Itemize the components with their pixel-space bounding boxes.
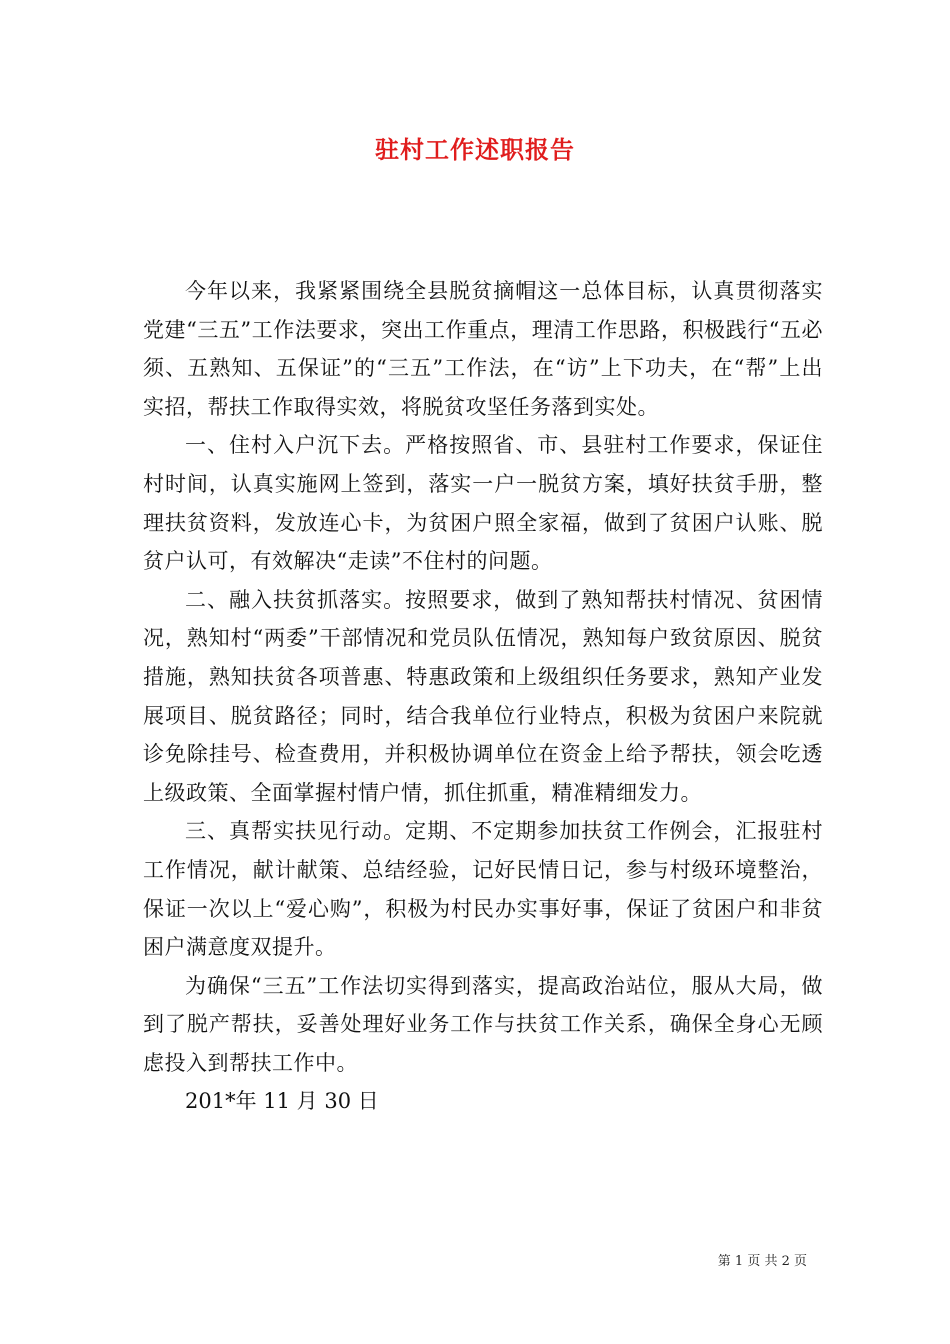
paragraph-section-three: 三、真帮实扶见行动。定期、不定期参加扶贫工作例会，汇报驻村工作情况，献计献策、总结经验，记好民情日记，参与村级环境整治，保证一次以上“爱心购”，积极为村民办实事好事，保证了贫困户和非贫困户满意度双提升。 — [143, 819, 823, 960]
paragraph-section-two: 二、融入扶贫抓落实。按照要求，做到了熟知帮扶村情况、贫困情况，熟知村“两委”干部情况和党员队伍情况，熟知每户致贫原因、脱贫措施，熟知扶贫各项普惠、特惠政策和上级组织任务要求，熟知产业发展项目、脱贫路径；同时，结合我单位行业特点，积极为贫困户来院就诊免除挂号、检查费用，并积极协调单位在资金上给予帮扶，领会吃透上级政策、全面掌握村情户情，抓住抓重，精准精细发力。 — [143, 587, 823, 805]
paragraph-section-one: 一、住村入户沉下去。严格按照省、市、县驻村工作要求，保证住村时间，认真实施网上签到，落实一户一脱贫方案，填好扶贫手册，整理扶贫资料，发放连心卡，为贫困户照全家福，做到了贫困户认账、脱贫户认可，有效解决“走读”不住村的问题。 — [143, 433, 823, 574]
document-date: 201*年 11 月 30 日 — [185, 1089, 379, 1114]
page-number-footer: 第 1 页 共 2 页 — [717, 1254, 807, 1269]
document-title: 驻村工作述职报告 — [375, 135, 575, 164]
paragraph-intro: 今年以来，我紧紧围绕全县脱贫摘帽这一总体目标，认真贯彻落实党建“三五”工作法要求，突出工作重点，理清工作思路，积极践行“五必须、五熟知、五保证”的“三五”工作法，在“访”上下功夫，在“帮”上出实招，帮扶工作取得实效，将脱贫攻坚任务落到实处。 — [143, 279, 823, 419]
document-body — [143, 272, 823, 1121]
paragraph-conclusion: 为确保“三五”工作法切实得到落实，提高政治站位，服从大局，做到了脱产帮扶，妥善处理好业务工作与扶贫工作关系，确保全身心无顾虑投入到帮扶工作中。 — [143, 973, 823, 1075]
